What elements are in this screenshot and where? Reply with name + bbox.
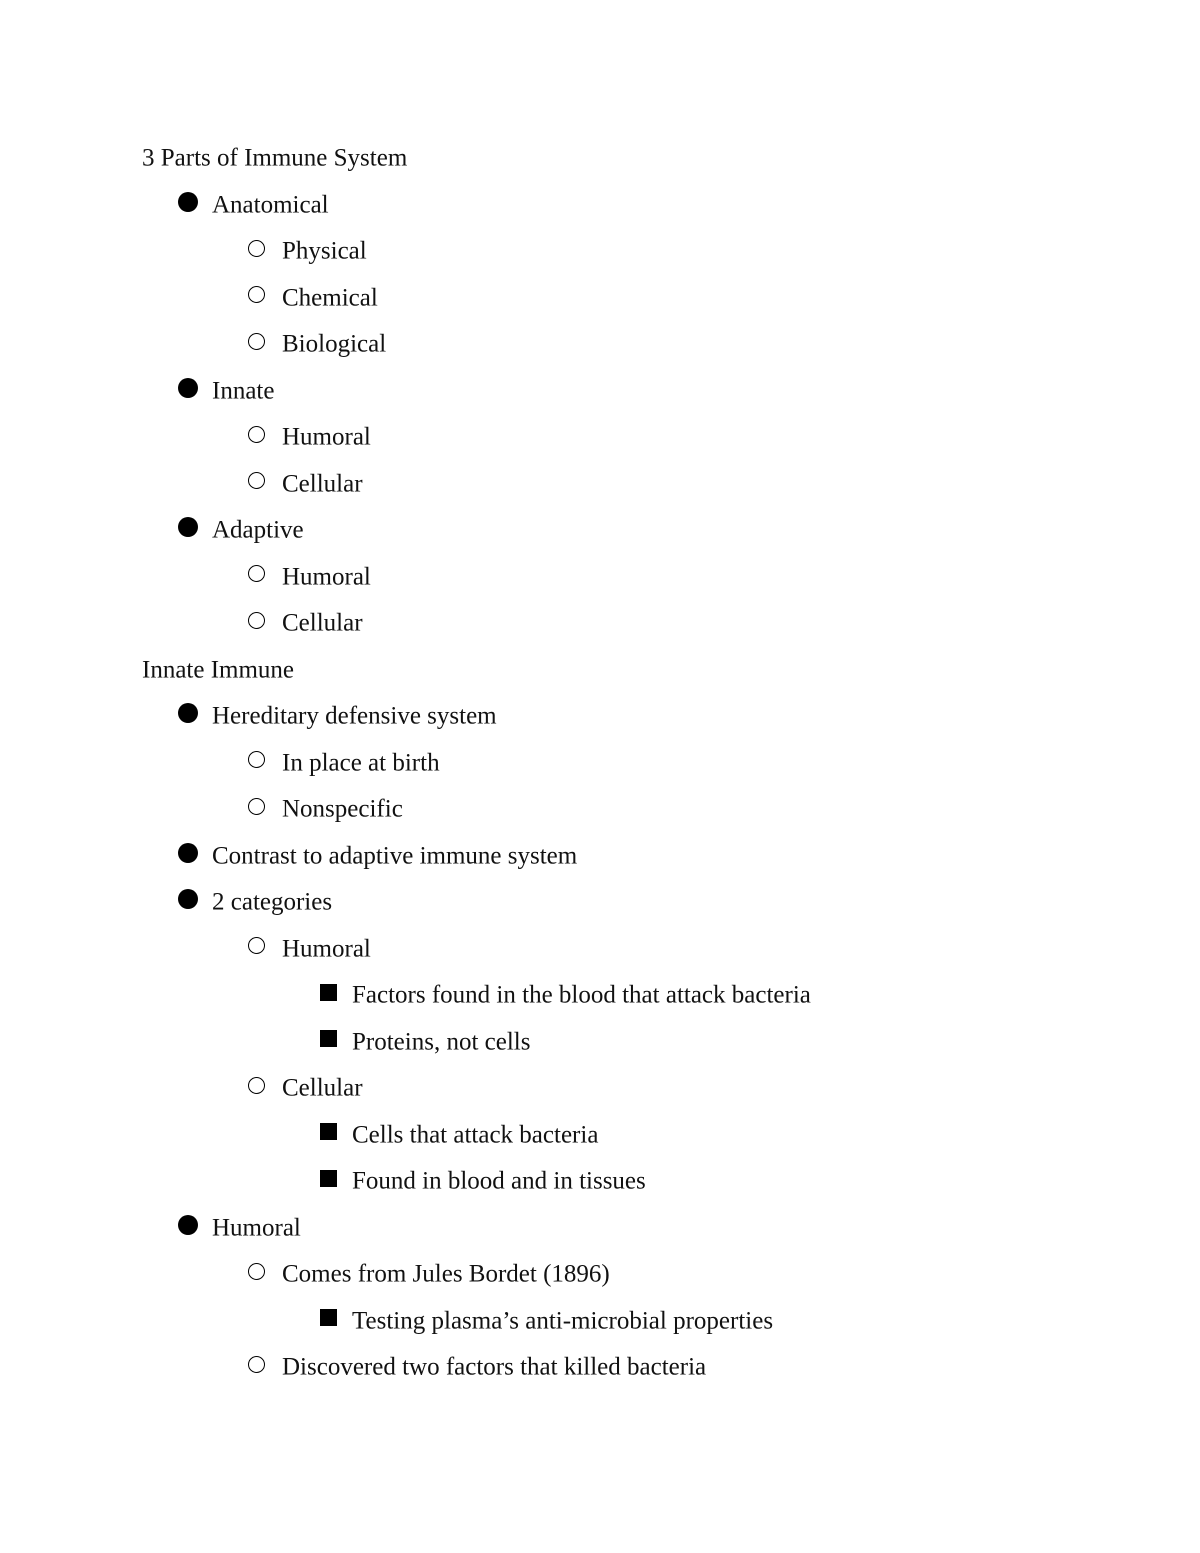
filled-circle-bullet-icon (178, 378, 198, 398)
list-item-text: Adaptive (212, 516, 304, 544)
section-heading (142, 134, 407, 180)
list-item-text: Cellular (282, 609, 363, 637)
filled-square-bullet-icon (320, 1309, 337, 1326)
hollow-circle-bullet-icon (248, 612, 265, 629)
list-item-text: Nonspecific (282, 795, 403, 823)
list-item-text: Humoral (282, 423, 371, 451)
list-item-text: 3 Parts of Immune System (142, 144, 408, 172)
list-item-text: Innate (212, 376, 275, 404)
list-item-text: Innate Immune (142, 655, 295, 683)
hollow-circle-bullet-icon (248, 333, 265, 350)
list-item-text: Anatomical (212, 190, 329, 218)
filled-circle-bullet-icon (178, 889, 198, 909)
list-item (178, 1204, 301, 1250)
list-item (178, 506, 304, 552)
hollow-circle-bullet-icon (248, 472, 265, 489)
hollow-circle-bullet-icon (248, 286, 265, 303)
list-item (320, 1297, 773, 1343)
list-item-text: Humoral (282, 934, 371, 962)
filled-square-bullet-icon (320, 984, 337, 1001)
list-item-text: Chemical (282, 283, 378, 311)
hollow-circle-bullet-icon (248, 751, 265, 768)
list-item-text: In place at birth (282, 748, 440, 776)
list-item-text: 2 categories (212, 888, 333, 916)
list-item (320, 971, 811, 1017)
list-item (178, 367, 274, 413)
list-item-text: Factors found in the blood that attack bacteria (352, 981, 811, 1009)
list-item-text: Physical (282, 237, 367, 265)
list-item (248, 553, 371, 599)
hollow-circle-bullet-icon (248, 1263, 265, 1280)
hollow-circle-bullet-icon (248, 426, 265, 443)
hollow-circle-bullet-icon (248, 565, 265, 582)
filled-circle-bullet-icon (178, 843, 198, 863)
list-item-text: Comes from Jules Bordet (1896) (282, 1260, 610, 1288)
section-heading (142, 646, 294, 692)
list-item (248, 785, 403, 831)
list-item-text: Humoral (212, 1213, 301, 1241)
filled-circle-bullet-icon (178, 703, 198, 723)
list-item (248, 925, 371, 971)
filled-square-bullet-icon (320, 1030, 337, 1047)
filled-square-bullet-icon (320, 1123, 337, 1140)
list-item-text: Testing plasma’s anti-microbial properties (352, 1306, 774, 1334)
list-item-text: Proteins, not cells (352, 1027, 531, 1055)
list-item (248, 460, 363, 506)
filled-square-bullet-icon (320, 1170, 337, 1187)
list-item (178, 181, 329, 227)
hollow-circle-bullet-icon (248, 937, 265, 954)
list-item-text: Biological (282, 330, 387, 358)
list-item-text: Found in blood and in tissues (352, 1167, 646, 1195)
list-item (248, 320, 386, 366)
hollow-circle-bullet-icon (248, 1077, 265, 1094)
list-item (178, 832, 577, 878)
hollow-circle-bullet-icon (248, 798, 265, 815)
list-item (320, 1157, 646, 1203)
filled-circle-bullet-icon (178, 1215, 198, 1235)
hollow-circle-bullet-icon (248, 1356, 265, 1373)
list-item (248, 599, 363, 645)
list-item (248, 1064, 363, 1110)
list-item-text: Cellular (282, 469, 363, 497)
list-item-text: Cellular (282, 1074, 363, 1102)
list-item-text: Contrast to adaptive immune system (212, 841, 578, 869)
list-item (248, 227, 367, 273)
list-item (248, 413, 371, 459)
list-item-text: Discovered two factors that killed bacteria (282, 1353, 707, 1381)
list-item (248, 1250, 610, 1296)
list-item (320, 1111, 598, 1157)
list-item (248, 739, 440, 785)
list-item-text: Cells that attack bacteria (352, 1120, 599, 1148)
list-item-text: Hereditary defensive system (212, 702, 497, 730)
filled-circle-bullet-icon (178, 517, 198, 537)
list-item (248, 1343, 706, 1389)
list-item (248, 274, 378, 320)
list-item (178, 692, 497, 738)
list-item (178, 878, 332, 924)
list-item (320, 1018, 530, 1064)
hollow-circle-bullet-icon (248, 240, 265, 257)
filled-circle-bullet-icon (178, 192, 198, 212)
list-item-text: Humoral (282, 562, 371, 590)
